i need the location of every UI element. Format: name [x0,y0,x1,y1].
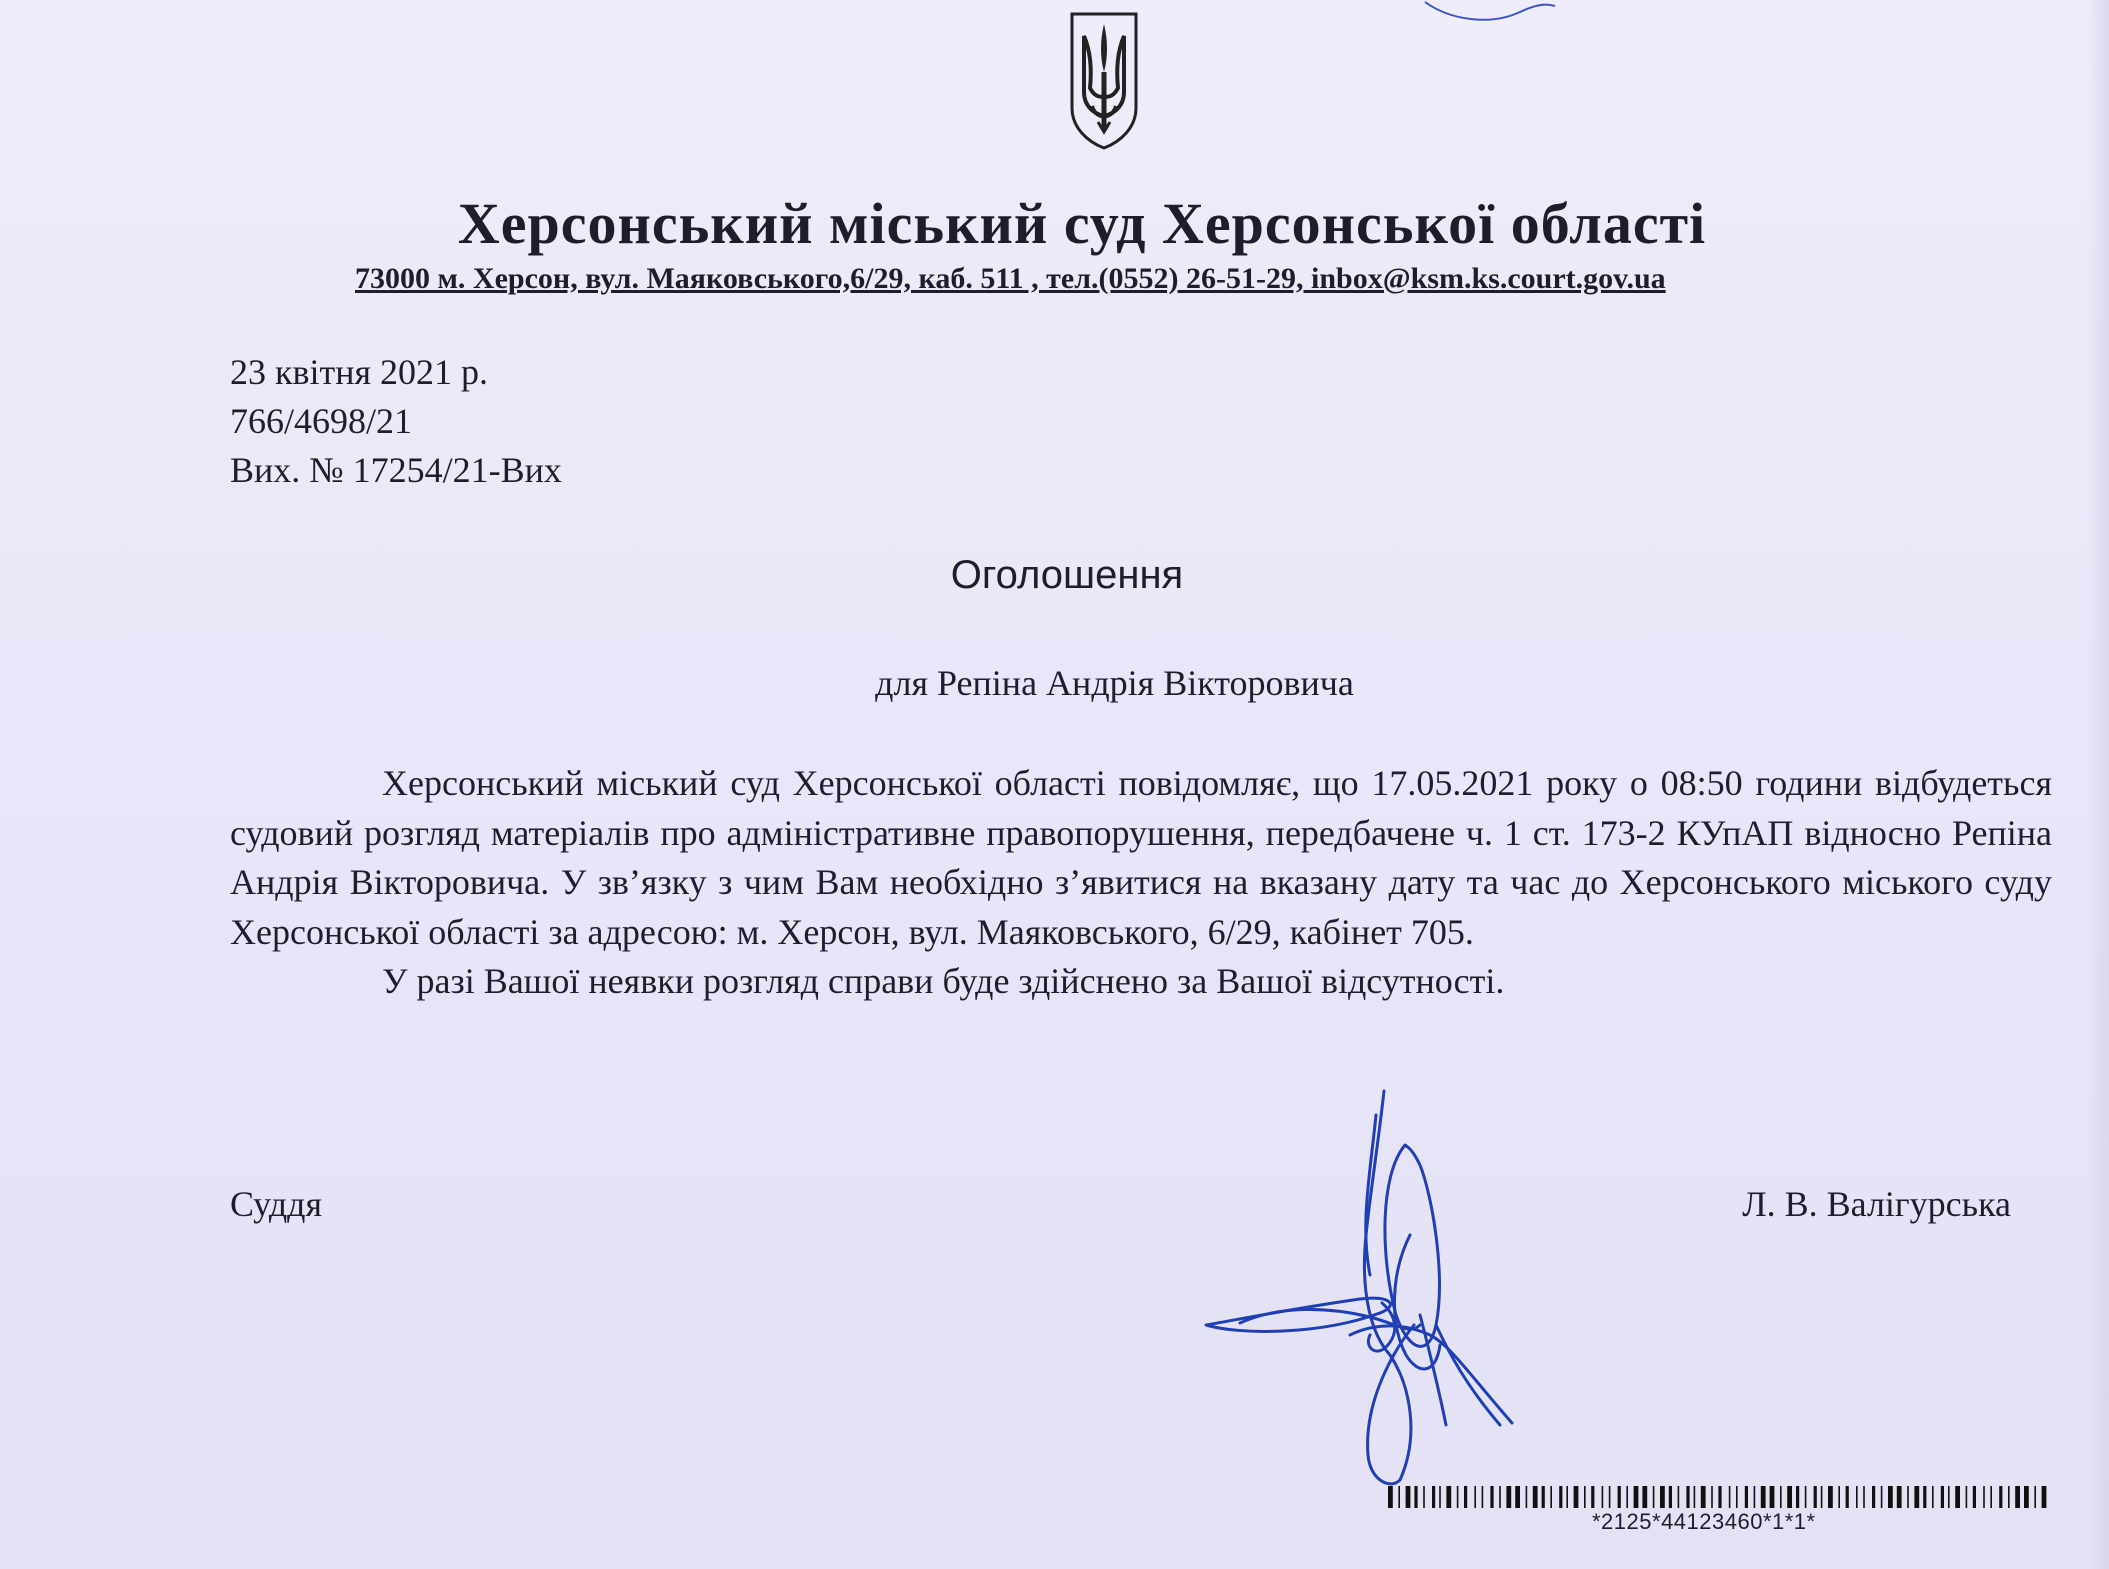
judge-name: Л. В. Валігурська [1742,1184,2011,1224]
document-barcode [1388,1486,2050,1508]
barcode-bar [1796,1486,1799,1508]
barcode-bar [1515,1486,1520,1508]
barcode-bar [1550,1486,1552,1508]
barcode-bar [1406,1486,1411,1508]
barcode-bar [2034,1486,2036,1508]
court-address: 73000 м. Херсон, вул. Маяковського,6/29, каб. 511 , тел.(0552) 26-51-29, inbox@ksm.ks.court.gov.ua [355,262,1666,295]
barcode-bar [2015,1486,2020,1508]
barcode-bar [1897,1486,1902,1508]
court-name: Херсонський міський суд Херсонської області [457,191,1707,256]
handwritten-signature [1200,1085,1540,1495]
barcode-bar [1602,1486,1604,1508]
barcode-bar [1780,1486,1782,1508]
barcode-bar [1872,1486,1875,1508]
barcode-bar [1634,1486,1639,1508]
barcode-bar [1881,1486,1883,1508]
barcode-bar [1490,1486,1493,1508]
announcement-title: Оголошення [950,553,1184,597]
barcode-bar [1999,1486,2002,1508]
document-meta [230,348,562,495]
barcode-bar [1990,1486,1992,1508]
barcode-bar [1574,1486,1579,1508]
barcode-bar [1907,1486,1909,1508]
barcode-bar [1474,1486,1476,1508]
barcode-bar [1398,1486,1400,1508]
barcode-bar [1821,1486,1823,1508]
announcement-body [230,759,2052,1007]
announcement-paragraph-1: Херсонський міський суд Херсонської області повідомляє, що 17.05.2021 року о 08:50 години відбудеться судовий розгляд матеріалів про адміністративне правопорушення, передбачене ч. 1 ст. 173-2 КУпАП відносно Репіна Андрія Вікторовича. У зв’язку з чим Вам необхідно з’явитися на вказану дату та час до Херсонського міського суду Херсонської області за адресою: м. Херсон, вул. Маяковського, 6/29, кабінет 705. [230,763,2052,952]
barcode-bar [1736,1486,1738,1508]
barcode-bar [1423,1486,1425,1508]
barcode-bar [1856,1486,1858,1508]
barcode-bar [1526,1486,1528,1508]
barcode-number: *2125*44123460*1*1* [1592,1509,1816,1534]
barcode-bar [1966,1486,1968,1508]
barcode-bar [1506,1486,1511,1508]
barcode-bar [1983,1486,1985,1508]
barcode-bar [1432,1486,1435,1508]
barcode-bar [2024,1486,2029,1508]
barcode-bar [1533,1486,1538,1508]
barcode-bar [1626,1486,1628,1508]
barcode-bar [1828,1486,1833,1508]
barcode-bar [1955,1486,1960,1508]
barcode-bar [1701,1486,1706,1508]
announcement-paragraph-2: У разі Вашої неявки розгляд справи буде здійснено за Вашої відсутності. [382,961,1505,1001]
barcode-bar [1973,1486,1976,1508]
barcode-bar [1414,1486,1417,1508]
barcode-bar [1584,1486,1586,1508]
barcode-bar [1499,1486,1501,1508]
barcode-bar [1678,1486,1680,1508]
barcode-bar [1609,1486,1611,1508]
barcode-bar [1745,1486,1748,1508]
barcode-bar [1559,1486,1562,1508]
barcode-bar [1805,1486,1807,1508]
barcode-bar [1787,1486,1792,1508]
barcode-bar [1694,1486,1696,1508]
case-number: 766/4698/21 [230,401,413,441]
barcode-bar [2008,1486,2010,1508]
barcode-bar [1814,1486,1817,1508]
barcode-bar [1914,1486,1919,1508]
barcode-bar [1761,1486,1766,1508]
barcode-bar [1846,1486,1849,1508]
trident-coat-of-arms-icon [1068,10,1140,152]
barcode-bar [1464,1486,1467,1508]
barcode-bar [1482,1486,1484,1508]
outgoing-number: Вих. № 17254/21-Вих [230,450,562,490]
barcode-bar [1686,1486,1689,1508]
barcode-bar [1439,1486,1441,1508]
barcode-bar [1566,1486,1568,1508]
barcode-bar [1388,1486,1393,1508]
barcode-bar [1642,1486,1647,1508]
document-date: 23 квітня 2021 р. [230,352,489,392]
barcode-bar [1838,1486,1840,1508]
barcode-bar [1711,1486,1713,1508]
barcode-bar [1932,1486,1934,1508]
barcode-bar [1653,1486,1655,1508]
judge-role-label: Суддя [230,1184,323,1224]
barcode-bar [1770,1486,1775,1508]
barcode-bar [1941,1486,1944,1508]
barcode-bar [1542,1486,1545,1508]
barcode-bar [1660,1486,1665,1508]
barcode-bar [1457,1486,1459,1508]
barcode-bar [1718,1486,1721,1508]
barcode-bar [1754,1486,1756,1508]
barcode-bar [1888,1486,1893,1508]
barcode-bar [1591,1486,1594,1508]
barcode-bar [1863,1486,1865,1508]
stray-ink-mark [1420,0,1560,30]
barcode-bar [1669,1486,1672,1508]
barcode-bar [1446,1486,1451,1508]
barcode-bar [1729,1486,1731,1508]
barcode-bar [1948,1486,1950,1508]
barcode-bar [1618,1486,1621,1508]
barcode-bar [1923,1486,1926,1508]
announcement-addressee: для Репіна Андрія Вікторовича [875,663,1354,703]
barcode-bar [2042,1486,2047,1508]
